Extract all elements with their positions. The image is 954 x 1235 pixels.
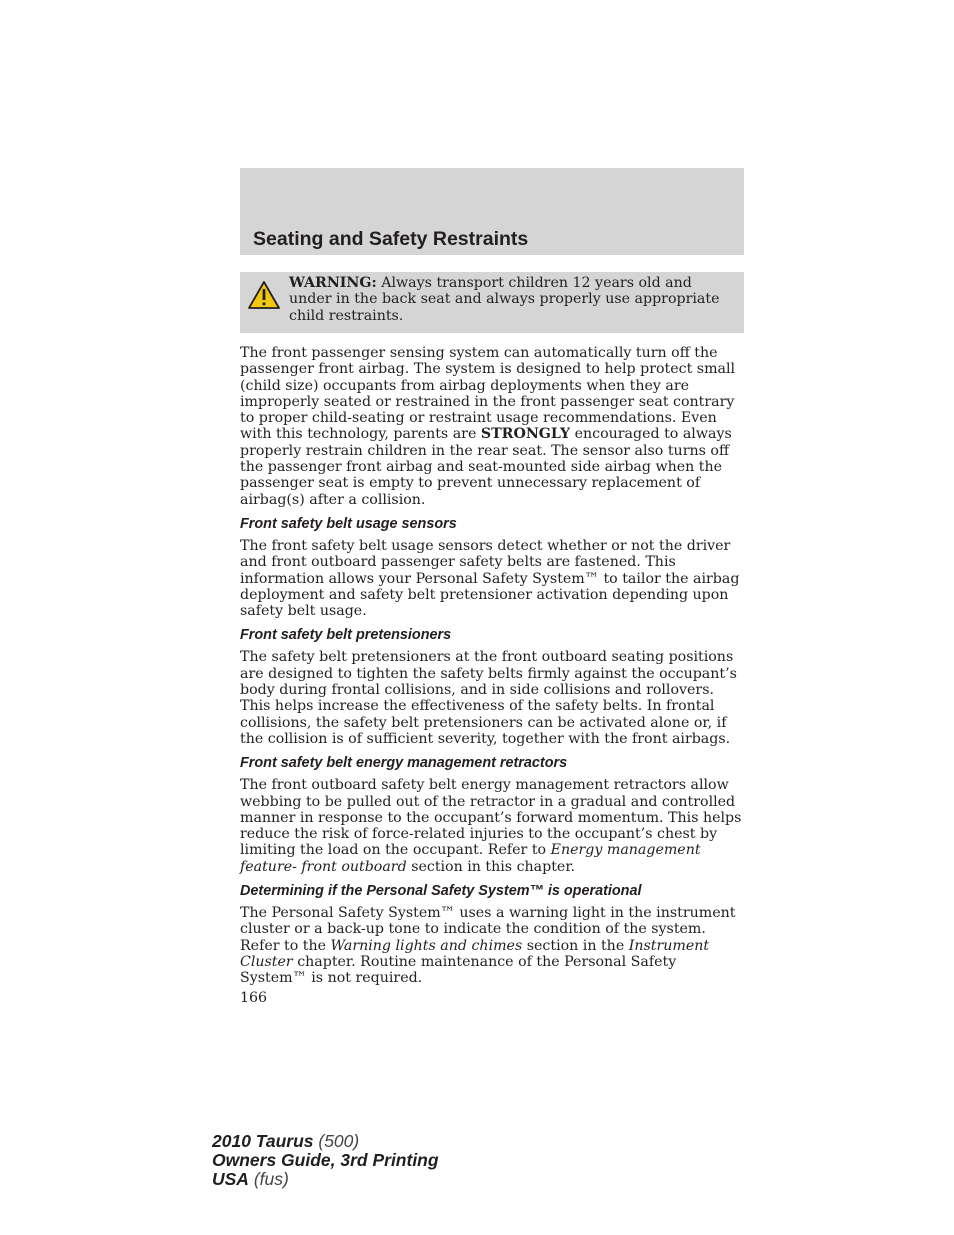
paragraph-energy-retractors — [240, 777, 744, 875]
operational-text-3: chapter. Routine maintenance of the Personal Safety System™ is not required. — [240, 953, 677, 987]
heading-system-operational: Determining if the Personal Safety System™ is operational — [240, 883, 642, 900]
paragraph-pretensioners: The safety belt pretensioners at the front outboard seating positions are designed to tighten the safety belts firmly against the occupant’s body during frontal collisions, and in side collisions and rollovers. This helps increase the effectiveness of the safety belts. In frontal collisions, the safety belt pretensioners can be activated alone or, if the collision is of sufficient severity, together with the front airbags. — [240, 649, 737, 747]
paragraph-usage-sensors: The front safety belt usage sensors detect whether or not the driver and front outboard passenger safety belts are fastened. This information allows your Personal Safety System™ to tailor the airbag deployment and safety belt pretensioner activation depending upon safety belt usage. — [240, 537, 740, 620]
footer-line-1 — [212, 1132, 439, 1151]
warning-triangle-icon — [247, 280, 281, 314]
retractors-reference: Energy management feature- front outboard — [240, 842, 701, 875]
footer-market-code: (fus) — [248, 1169, 289, 1189]
heading-pretensioners: Front safety belt pretensioners — [240, 627, 452, 644]
operational-text-2: section in the — [522, 937, 629, 954]
document-footer — [212, 1132, 439, 1189]
section-title: Seating and Safety Restraints — [253, 228, 529, 250]
footer-model-code: (500) — [313, 1131, 360, 1151]
heading-usage-sensors: Front safety belt usage sensors — [240, 515, 457, 532]
operational-text-1: The Personal Safety System™ uses a warning light in the instrument cluster or a back-up tone to indicate the condition of the system. Refer to the — [240, 905, 736, 954]
heading-energy-retractors: Front safety belt energy management retractors — [240, 755, 568, 772]
footer-line-2: Owners Guide, 3rd Printing — [212, 1150, 439, 1170]
paragraph-system-operational — [240, 905, 744, 986]
footer-market: USA — [212, 1169, 249, 1189]
footer-line-3 — [212, 1170, 439, 1189]
operational-reference-1: Warning lights and chimes — [330, 937, 523, 954]
operational-reference-2: Instrument Cluster — [240, 937, 710, 970]
section-header-band — [240, 168, 744, 255]
warning-text: Always transport children 12 years old and under in the back seat and always properly use appropriate child restraints. — [289, 275, 720, 324]
warning-box — [240, 272, 744, 333]
intro-paragraph — [240, 345, 744, 508]
page-number: 166 — [240, 989, 268, 1006]
footer-model: 2010 Taurus — [212, 1131, 314, 1151]
retractors-text-2: section in this chapter. — [406, 858, 576, 875]
page-content — [240, 345, 744, 1006]
intro-text-1: The front passenger sensing system can automatically turn off the passenger front airbag. The system is designed to help protect small (child size) occupants from airbag deployments when they are improperly seated or restrained in the front passenger seat contrary to proper child-seating or restraint usage recommendations. Even with this technology, parents are — [240, 345, 736, 443]
warning-label: WARNING: — [289, 275, 377, 291]
intro-text-2: encouraged to always properly restrain children in the rear seat. The sensor also turns off the passenger front airbag and seat-mounted side airbag when the passenger seat is empty to prevent unnecessary replacement of airbag(s) after a collision. — [240, 426, 732, 508]
intro-strong: STRONGLY — [480, 426, 571, 443]
retractors-text-1: The front outboard safety belt energy management retractors allow webbing to be pulled out of the retractor in a gradual and controlled manner in response to the occupant’s forward momentum. This helps reduce the risk of force-related injuries to the occupant’s chest by limiting the load on the occupant. Refer to — [240, 777, 742, 859]
